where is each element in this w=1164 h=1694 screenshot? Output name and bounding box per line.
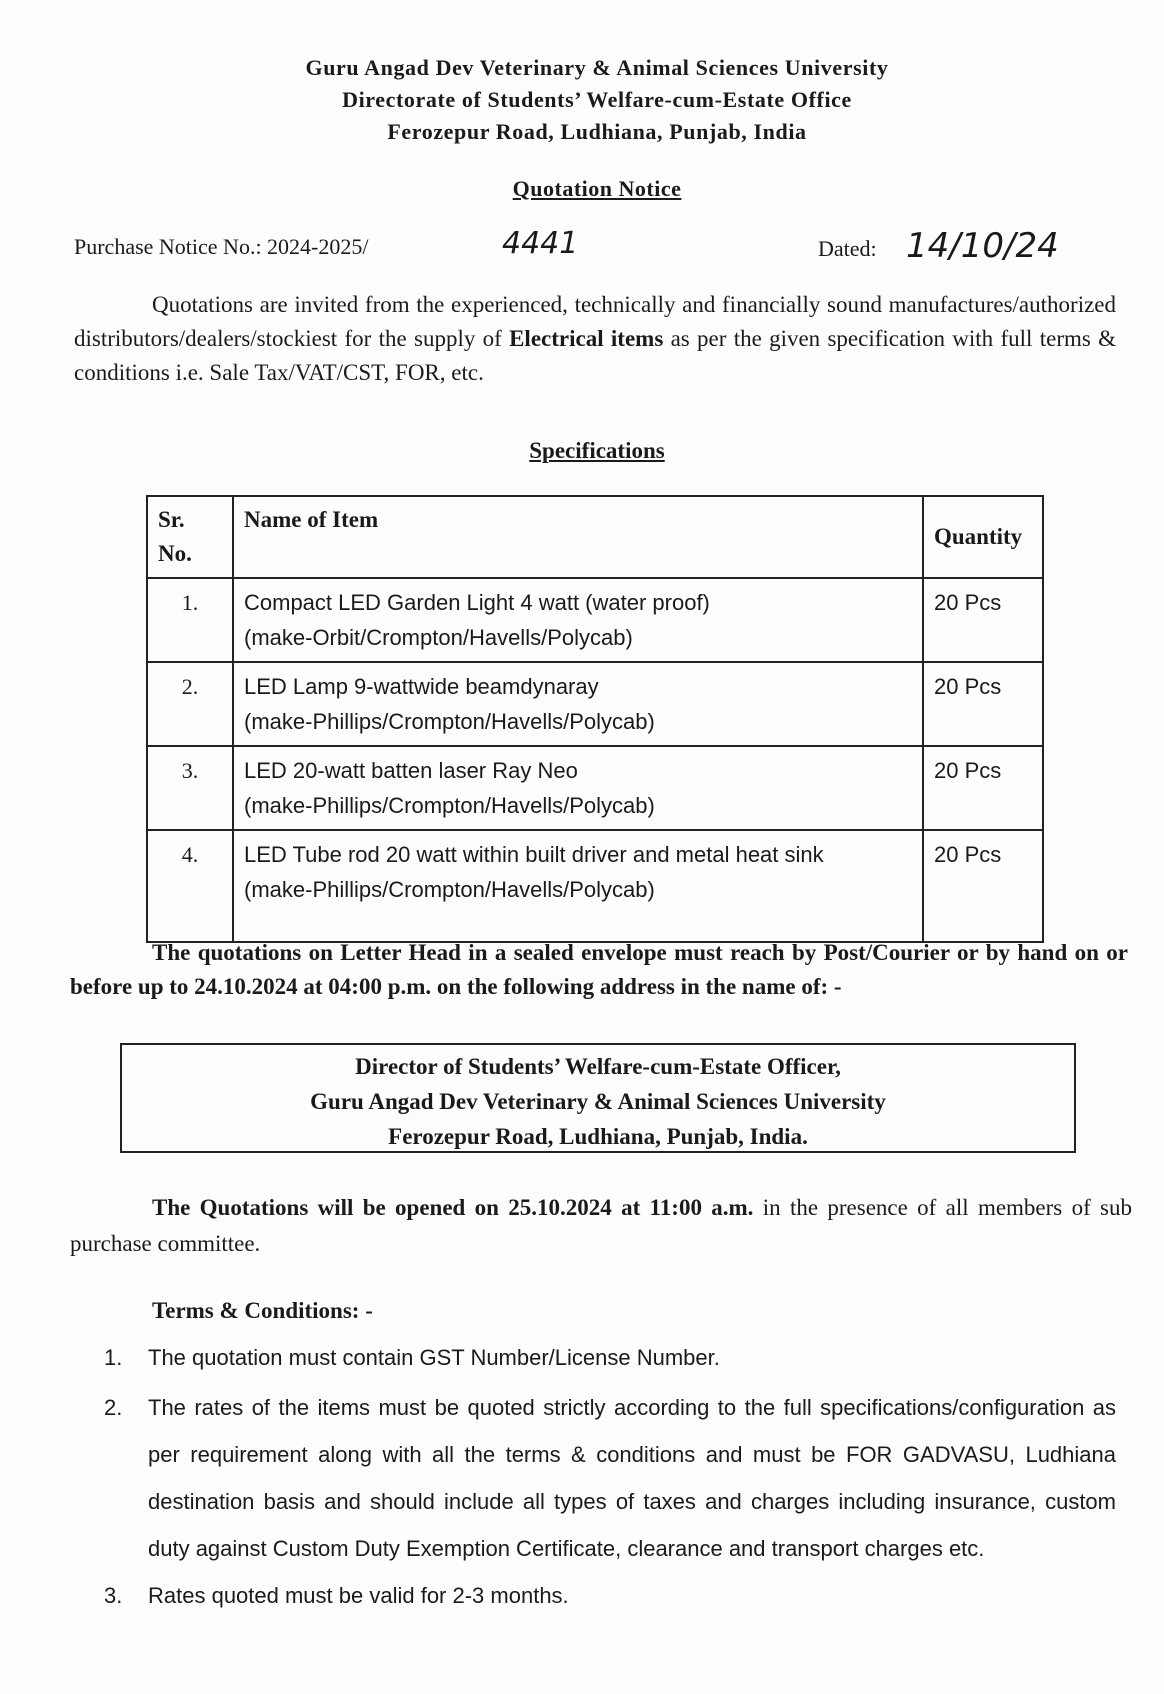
opening-date-bold: The Quotations will be opened on 25.10.2024 at 11:00 a.m. [152, 1195, 754, 1220]
notice-title [0, 176, 1164, 202]
row-sr-no: 2. [147, 662, 233, 746]
row-item-make: (make-Phillips/Crompton/Havells/Polycab) [244, 877, 655, 902]
address-box [120, 1043, 1076, 1153]
specifications-title-text: Specifications [529, 438, 665, 463]
term-item [104, 1384, 1116, 1572]
row-item-name: LED Tube rod 20 watt within built driver and metal heat sink [244, 842, 824, 867]
dated-value: 14/10/24 [906, 226, 1059, 266]
table-row [147, 830, 1043, 942]
row-item-make: (make-Phillips/Crompton/Havells/Polycab) [244, 793, 655, 818]
university-address: Ferozepur Road, Ludhiana, Punjab, India [387, 119, 807, 144]
specifications-table [146, 495, 1044, 943]
terms-list [104, 1340, 1116, 1619]
row-item-cell [233, 662, 923, 746]
row-item-cell [233, 746, 923, 830]
term-text: The quotation must contain GST Number/License Number. [148, 1345, 720, 1370]
term-text: The rates of the items must be quoted strictly according to the full specifications/configuration as per requirement along with all the terms & conditions and must be FOR GADVASU, Ludhiana destination basis and should include all types of taxes and charges including insurance, custom duty against Custom Duty Exemption Certificate, clearance and transport charges etc. [148, 1395, 1116, 1561]
row-item-name: LED Lamp 9-wattwide beamdynaray [244, 674, 599, 699]
row-sr-no: 1. [147, 578, 233, 662]
header-item-name: Name of Item [233, 496, 923, 578]
row-quantity: 20 Pcs [923, 746, 1043, 830]
term-text: Rates quoted must be valid for 2-3 months. [148, 1583, 569, 1608]
table-row [147, 578, 1043, 662]
row-sr-no: 4. [147, 830, 233, 942]
row-item-make: (make-Orbit/Crompton/Havells/Polycab) [244, 625, 633, 650]
term-number: 1. [104, 1345, 123, 1370]
intro-text-2: as per the given specification with full terms & conditions i.e. Sale Tax/VAT/CST, FOR, etc. [74, 326, 1117, 385]
intro-bold-items: Electrical items [509, 326, 664, 351]
notice-title-text: Quotation Notice [512, 176, 682, 201]
row-item-make: (make-Phillips/Crompton/Havells/Polycab) [244, 709, 655, 734]
header-sr-no: Sr. No. [147, 496, 233, 578]
specifications-title [0, 438, 1164, 464]
letterhead [0, 52, 1164, 148]
university-name: Guru Angad Dev Veterinary & Animal Sciences University [305, 55, 889, 80]
row-item-cell [233, 830, 923, 942]
opening-paragraph [70, 1190, 1132, 1262]
row-quantity: 20 Pcs [923, 662, 1043, 746]
purchase-notice-number: 4441 [502, 226, 579, 261]
term-item [104, 1572, 1116, 1619]
table-row [147, 662, 1043, 746]
address-line-1: Director of Students’ Welfare-cum-Estate Officer, [355, 1054, 841, 1079]
row-quantity: 20 Pcs [923, 830, 1043, 942]
opening-rest: in the presence of all members of sub purchase committee. [70, 1195, 1133, 1256]
intro-text-1: Quotations are invited from the experienced, technically and financially sound manufactures/authorized distributors/dealers/stockiest for the supply of [74, 292, 1116, 351]
header-quantity: Quantity [923, 496, 1043, 578]
table-row [147, 746, 1043, 830]
row-sr-no: 3. [147, 746, 233, 830]
purchase-notice-line [74, 226, 1059, 270]
row-item-name: Compact LED Garden Light 4 watt (water proof) [244, 590, 710, 615]
term-item [104, 1340, 1116, 1376]
row-item-cell [233, 578, 923, 662]
terms-heading: Terms & Conditions: - [152, 1298, 373, 1323]
address-line-3: Ferozepur Road, Ludhiana, Punjab, India. [388, 1124, 808, 1149]
intro-paragraph [74, 288, 1116, 390]
directorate-name: Directorate of Students’ Welfare-cum-Estate Office [342, 87, 852, 112]
term-number: 2. [104, 1395, 123, 1420]
row-quantity: 20 Pcs [923, 578, 1043, 662]
term-number: 3. [104, 1583, 123, 1608]
purchase-notice-label: Purchase Notice No.: 2024-2025/ [74, 234, 369, 259]
address-line-2: Guru Angad Dev Veterinary & Animal Sciences University [310, 1089, 886, 1114]
submission-deadline-paragraph: The quotations on Letter Head in a sealed envelope must reach by Post/Courier or by hand on or before up to 24.10.2024 at 04:00 p.m. on the following address in the name of: - [70, 940, 1128, 999]
dated-label: Dated: [818, 236, 877, 261]
row-item-name: LED 20-watt batten laser Ray Neo [244, 758, 578, 783]
table-header-row [147, 496, 1043, 578]
